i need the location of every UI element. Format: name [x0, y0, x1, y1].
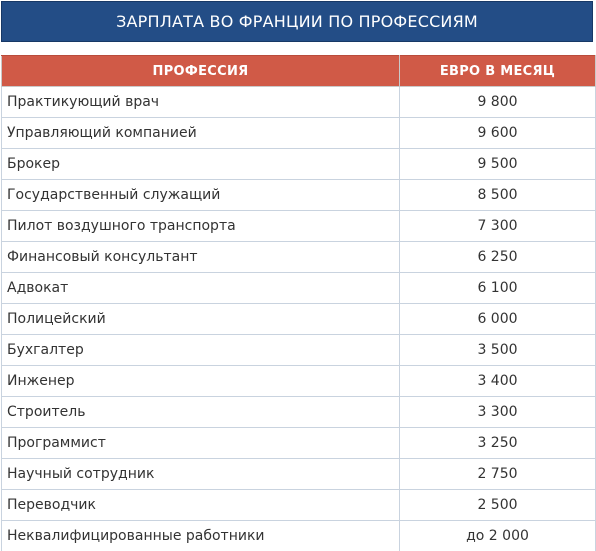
- salary-cell: 2 750: [400, 459, 596, 490]
- salary-cell: до 2 000: [400, 521, 596, 551]
- table-row: [2, 273, 596, 304]
- profession-cell: Неквалифицированные работники: [2, 521, 400, 551]
- profession-cell: Финансовый консультант: [2, 242, 400, 273]
- salary-cell: 3 400: [400, 366, 596, 397]
- profession-cell: Научный сотрудник: [2, 459, 400, 490]
- table-body: [2, 87, 596, 551]
- profession-cell: Программист: [2, 428, 400, 459]
- page-title: [1, 1, 593, 42]
- salary-cell: 9 800: [400, 87, 596, 118]
- profession-cell: Управляющий компанией: [2, 118, 400, 149]
- salary-cell: 7 300: [400, 211, 596, 242]
- profession-cell: Инженер: [2, 366, 400, 397]
- profession-cell: Государственный служащий: [2, 180, 400, 211]
- page-title-text: ЗАРПЛАТА ВО ФРАНЦИИ ПО ПРОФЕССИЯМ: [116, 12, 478, 31]
- table-row: [2, 304, 596, 335]
- profession-cell: Бухгалтер: [2, 335, 400, 366]
- table-row: [2, 521, 596, 551]
- table-row: [2, 428, 596, 459]
- table-row: [2, 211, 596, 242]
- profession-cell: Адвокат: [2, 273, 400, 304]
- salary-cell: 9 500: [400, 149, 596, 180]
- table-row: [2, 459, 596, 490]
- salary-cell: 6 250: [400, 242, 596, 273]
- table-row: [2, 397, 596, 428]
- salary-cell: 3 500: [400, 335, 596, 366]
- column-header-profession: ПРОФЕССИЯ: [2, 56, 400, 87]
- table-row: [2, 335, 596, 366]
- profession-cell: Пилот воздушного транспорта: [2, 211, 400, 242]
- salary-cell: 9 600: [400, 118, 596, 149]
- table-row: [2, 366, 596, 397]
- salary-cell: 6 000: [400, 304, 596, 335]
- table-row: [2, 149, 596, 180]
- profession-cell: Строитель: [2, 397, 400, 428]
- salary-cell: 6 100: [400, 273, 596, 304]
- table-row: [2, 87, 596, 118]
- profession-cell: Переводчик: [2, 490, 400, 521]
- table-row: [2, 242, 596, 273]
- column-header-salary: ЕВРО В МЕСЯЦ: [400, 56, 596, 87]
- table-header-row: [2, 56, 596, 87]
- table-row: [2, 180, 596, 211]
- profession-cell: Практикующий врач: [2, 87, 400, 118]
- profession-cell: Полицейский: [2, 304, 400, 335]
- salary-cell: 8 500: [400, 180, 596, 211]
- salary-cell: 2 500: [400, 490, 596, 521]
- table-row: [2, 118, 596, 149]
- salary-cell: 3 250: [400, 428, 596, 459]
- table-row: [2, 490, 596, 521]
- profession-cell: Брокер: [2, 149, 400, 180]
- salary-cell: 3 300: [400, 397, 596, 428]
- salary-table: [1, 55, 596, 551]
